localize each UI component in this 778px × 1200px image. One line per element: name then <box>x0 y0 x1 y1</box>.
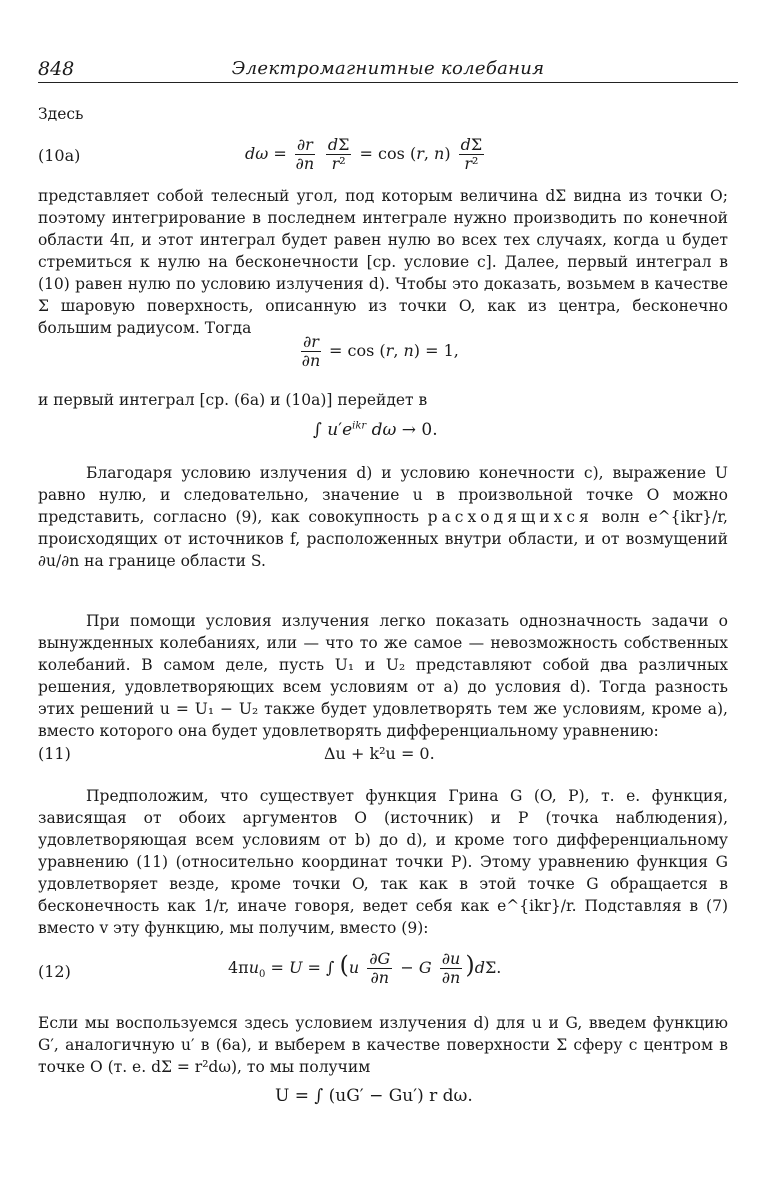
paragraph-3 <box>38 462 728 572</box>
paragraph-6: Если мы воспользуемся здесь условием излучения d) для u и G, введем функцию G′, аналогичную u′ в (6а), и выберем в качестве поверхности Σ сферу с центром в точке O (т. е. dΣ = r²dω), то мы получим <box>38 1014 728 1076</box>
equation-12: $4\pi u_0 = U$ = ∫ (u $\frac{\partial G}{\partial n}$ − G $\frac{\partial u}{\partial n}$ )dΣ. <box>228 949 502 987</box>
paragraph-3-emphasis: расходящихся <box>427 508 593 526</box>
running-title: Электромагнитные колебания <box>231 58 545 79</box>
equation-11-number: (11) <box>38 744 71 763</box>
equation-11: Δu + k²u = 0. <box>324 744 435 763</box>
equation-integral: ∫ $u'e^{ikr}$ dω → 0. <box>313 420 438 440</box>
paragraph-4: При помощи условия излучения легко показать однозначность задачи о вынужденных колебаниях, или — что то же самое — невозможность собственных колебаний. В самом деле, пусть U₁ и U₂ представляют собой два различных решения, удовлетворяющих всем условиям от a) до условия d). Тогда разность этих решений u = U₁ − U₂ также будет удовлетворять тем же условиям, кроме a), вместо которого она будет удовлетворять дифференциальному уравнению: <box>38 612 728 740</box>
equation-12-number: (12) <box>38 962 71 981</box>
paragraph-5: Предположим, что существует функция Грина G (O, P), т. е. функция, зависящая от обоих аргументов O (источник) и P (точка наблюдения), удовлетворяющая всем условиям от b) до d), и кроме того дифференциальному уравнению (11) (относительно координат точки P). Этому уравнению функция G удовлетворяет везде, кроме точки O, так как в этой точке G обращается в бесконечность как 1/r, иначе говоря, ведет себя как e^{ikr}/r. Подставляя в (7) вместо v эту функцию, мы получим, вместо (9): <box>38 787 728 937</box>
equation-cos: $\frac{\partial r}{\partial n}$ = cos (r, n) = 1, <box>301 332 459 370</box>
paragraph-2: и первый интеграл [ср. (6а) и (10а)] перейдет в <box>38 391 428 409</box>
page-number: 848 <box>38 58 75 80</box>
equation-final: U = ∫ (uG′ − Gu′) r dω. <box>275 1086 473 1106</box>
paragraph-3-end: волн e^{ikr}/r, происходящих от источников f, расположенных внутри области, и от возмущений ∂u/∂n на границе области S. <box>38 508 728 570</box>
equation-10a: dω = $\frac{\partial r}{\partial n}$ $\frac{d\Sigma}{\text{r²}}$ = cos (r, n) $\frac{d\Sigma}{\text{r²}}$ <box>245 135 483 173</box>
paragraph-3-start: Благодаря условию излучения d) и условию конечности c), выражение U равно нулю, и следовательно, значение u в произвольной точке O можно представить, согласно (9), как совокупность <box>38 464 728 526</box>
intro-word: Здесь <box>38 105 84 123</box>
equation-10a-number: (10а) <box>38 146 81 165</box>
paragraph-1: представляет собой телесный угол, под которым величина dΣ видна из точки O; поэтому интегрирование в последнем интеграле нужно производить по конечной области 4π, и этот интеграл будет равен нулю во всех тех случаях, когда u будет стремиться к нулю на бесконечности [ср. условие c]. Далее, первый интеграл в (10) равен нулю по условию излучения d). Чтобы это доказать, возьмем в качестве Σ шаровую поверхность, описанную из точки O, как из центра, бесконечно большим радиусом. Тогда <box>38 187 728 337</box>
page-header <box>38 58 738 84</box>
header-rule <box>38 82 738 83</box>
